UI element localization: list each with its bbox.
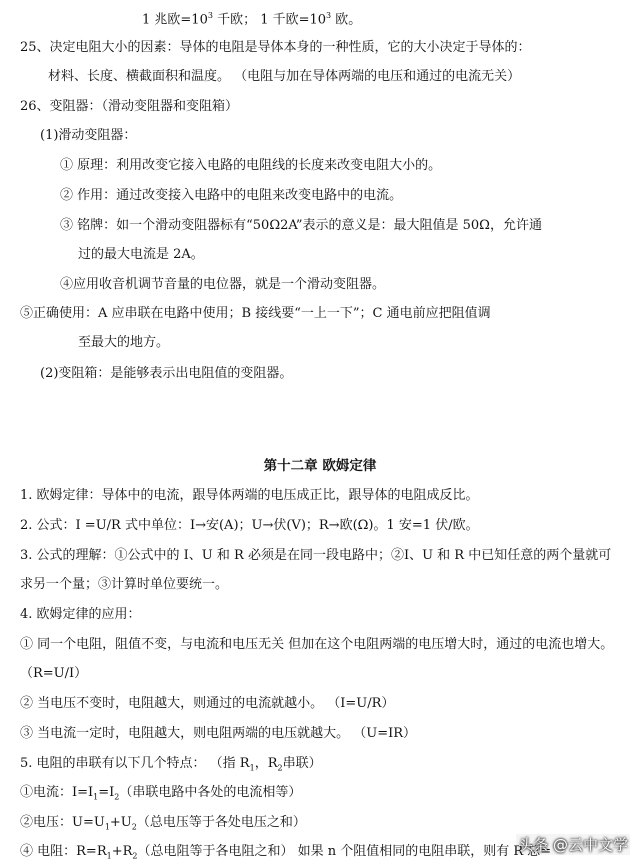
item-26-heading: 26、变阻器：（滑动变阻器和变阻箱）: [20, 99, 239, 114]
rheostat-nameplate-line-2: 过的最大电流是 2A。: [78, 247, 204, 262]
ohms-law-item-3-line-1: 3. 公式的理解：①公式中的 I、U 和 R 必须是在同一段电路中；②I、U 和 R 中已知任意的两个量就可: [20, 548, 612, 563]
item-25-line-2: 材料、长度、横截面积和温度。 （电阻与加在导体两端的电压和通过的电流无关）: [48, 69, 521, 84]
ohms-law-item-4: 4. 欧姆定律的应用：: [20, 607, 141, 622]
rheostat-nameplate-line-1: ③ 铭牌：如一个滑动变阻器标有“50Ω2A”表示的意义是：最大阻值是 50Ω，允许通: [60, 218, 542, 233]
application-3: ③ 当电流一定时，电阻越大，则电阻两端的电压就越大。 （U=IR）: [20, 726, 417, 741]
rheostat-usage-line-2: 至最大的地方。: [78, 335, 170, 350]
series-current: ①电流：$I=I_1=I_2$（串联电路中各处的电流相等）: [20, 785, 302, 802]
item-25-line-1: 25、决定电阻大小的因素：导体的电阻是导体本身的一种性质，它的大小决定于导体的：: [20, 40, 531, 55]
application-1-line-1: ① 同一个电阻，阻值不变，与电流和电压无关 但加在这个电阻两端的电压增大时，通过的电流也增大。: [20, 637, 614, 652]
rheostat-usage-line-1: ⑤正确使用：A 应串联在电路中使用；B 接线要“一上一下”；C 通电前应把阻值调: [20, 306, 491, 321]
rheostat-subheading: (1)滑动变阻器：: [40, 128, 137, 143]
unit-conversion-line: 1 兆欧$=10^3$ 千欧； 1 千欧$=10^3$ 欧。: [142, 11, 362, 28]
rheostat-application: ④应用收音机调节音量的电位器，就是一个滑动变阻器。: [60, 277, 386, 292]
ohms-law-item-2: 2. 公式：I =U/R 式中单位：I→安(A)；U→伏(V)；R→欧(Ω)。1 安=1 伏/欧。: [20, 518, 479, 533]
ohms-law-item-3-line-2: 求另一个量；③计算时单位要统一。: [20, 577, 229, 592]
watermark: 头条 @云中文学: [518, 836, 628, 854]
rheostat-function: ② 作用：通过改变接入电路中的电阻来改变电路中的电流。: [60, 188, 403, 203]
series-resistance: ④ 电阻：$R=R_1+R_2$（总电阻等于各电阻之和） 如果 n 个阻值相同的电阻串联，则有 R 总=: [20, 844, 552, 861]
application-1-line-2: （R=U/I）: [20, 666, 88, 681]
resistance-box-line: (2)变阻箱：是能够表示出电阻值的变阻器。: [40, 366, 293, 381]
ohms-law-item-1: 1. 欧姆定律：导体中的电流，跟导体两端的电压成正比，跟导体的电阻成反比。: [20, 488, 479, 503]
series-voltage: ②电压：$U=U_1+U_2$（总电压等于各处电压之和）: [20, 815, 306, 832]
rheostat-principle: ① 原理：利用改变它接入电路的电阻线的长度来改变电阻大小的。: [60, 158, 442, 173]
chapter-title: 第十二章 欧姆定律: [263, 458, 377, 474]
series-resistance-heading: 5. 电阻的串联有以下几个特点： （指 $R_1$，$R_2$串联）: [20, 756, 322, 773]
application-2: ② 当电压不变时，电阻越大，则通过的电流就越小。 （I=U/R）: [20, 696, 395, 711]
